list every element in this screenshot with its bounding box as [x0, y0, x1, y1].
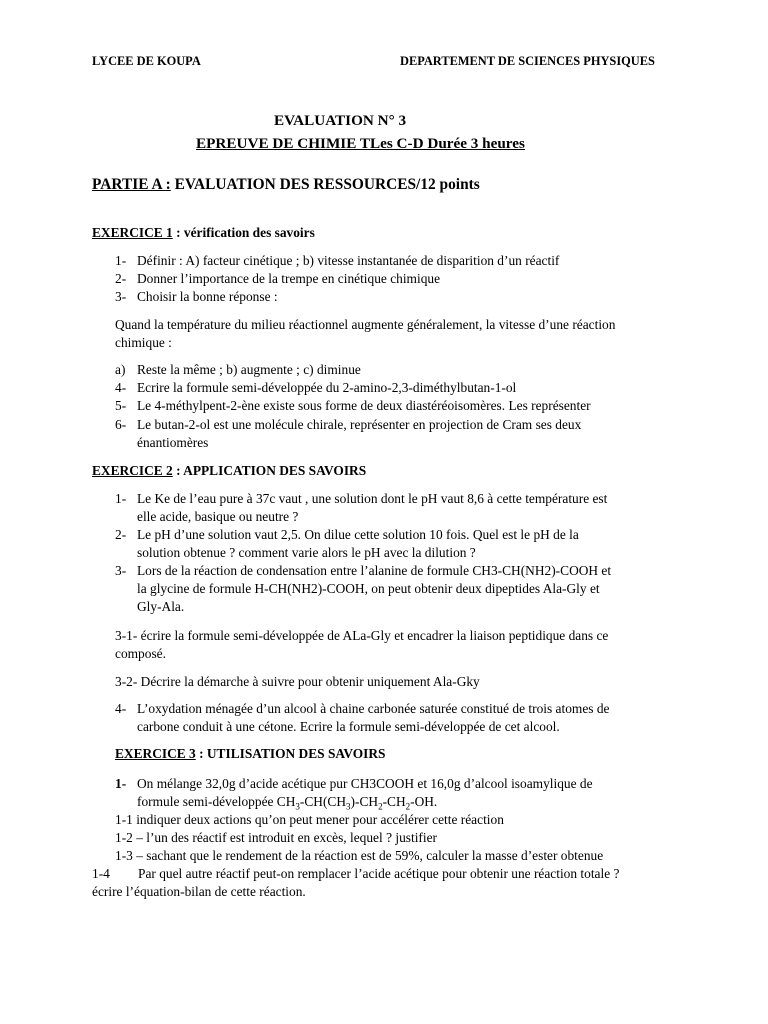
exercice-3-label: EXERCICE 3 — [115, 746, 196, 761]
list-text: Le pH d’une solution vaut 2,5. On dilue cette solution 10 fois. Quel est le pH de la — [137, 527, 579, 542]
list-number: 3- — [115, 563, 127, 578]
exercice-1-heading — [92, 224, 315, 242]
list-text: L’oxydation ménagée d’un alcool à chaine carbonée saturée constitué de trois atomes de — [137, 701, 610, 716]
subscript: 2 — [405, 801, 411, 812]
list-number: 5- — [115, 398, 127, 413]
list-item — [115, 416, 581, 434]
list-text: Le Ke de l’eau pure à 37c vaut , une solution dont le pH vaut 8,6 à cette température est — [137, 491, 608, 506]
list-number: 3- — [115, 289, 127, 304]
list-continuation: Gly-Ala. — [137, 599, 185, 614]
epreuve-title: EPREUVE DE CHIMIE TLes C-D Durée 3 heures — [196, 135, 525, 152]
formula-text: )-CH — [350, 794, 379, 809]
formula-text: -CH — [382, 794, 406, 809]
paragraph-line: chimique : — [115, 335, 172, 350]
exercice-2-label: EXERCICE 2 — [92, 463, 173, 478]
list-number: a) — [115, 362, 126, 377]
list-text: Donner l’importance de la trempe en cinétique chimique — [137, 271, 441, 286]
question-line: 1-1 indiquer deux actions qu’on peut mener pour accélérer cette réaction — [115, 812, 504, 827]
evaluation-title: EVALUATION N° 3 — [274, 112, 407, 129]
partie-label: PARTIE A — [92, 176, 166, 193]
exercice-3-title: : UTILISATION DES SAVOIRS — [195, 746, 386, 761]
school-name: LYCEE DE KOUPA — [92, 54, 201, 68]
list-item — [115, 288, 278, 306]
subscript: 3 — [295, 801, 300, 812]
list-item — [115, 361, 361, 379]
list-item — [115, 526, 579, 544]
list-number: 6- — [115, 417, 127, 432]
question-line: 1-3 – sachant que le rendement de la réaction est de 59%, calculer la masse d’ester obtenue — [115, 848, 604, 863]
list-number: 4- — [115, 380, 127, 395]
partie-heading — [92, 176, 480, 194]
list-continuation: elle acide, basique ou neutre ? — [137, 509, 299, 524]
list-item — [115, 775, 593, 793]
department-name: DEPARTEMENT DE SCIENCES PHYSIQUES — [400, 54, 655, 68]
list-item — [115, 562, 611, 580]
question-line — [92, 865, 619, 883]
list-number: 1- — [115, 491, 127, 506]
question-line: écrire l’équation-bilan de cette réaction. — [92, 884, 306, 899]
list-number: 2- — [115, 271, 127, 286]
list-number: 4- — [115, 701, 127, 716]
list-text: Définir : A) facteur cinétique ; b) vitesse instantanée de disparition d’un réactif — [137, 253, 560, 268]
list-number: 1- — [115, 776, 127, 791]
paragraph-line: 3-2- Décrire la démarche à suivre pour obtenir uniquement Ala-Gky — [115, 674, 480, 689]
question-text: Par quel autre réactif peut-on remplacer l’acide acétique pour obtenir une réaction totale ? — [138, 866, 620, 881]
list-text: Ecrire la formule semi-développée du 2-amino-2,3-diméthylbutan-1-ol — [137, 380, 517, 395]
list-item — [115, 397, 591, 415]
exercice-2-heading — [92, 462, 366, 480]
list-continuation: la glycine de formule H-CH(NH2)-COOH, on peut obtenir deux dipeptides Ala-Gly et — [137, 581, 600, 596]
partie-colon: : — [165, 176, 171, 193]
list-continuation: énantiomères — [137, 435, 209, 450]
paragraph-line: 3-1- écrire la formule semi-développée de ALa-Gly et encadrer la liaison peptidique dans ce — [115, 628, 609, 643]
list-item — [115, 270, 440, 288]
paragraph-line: Quand la température du milieu réactionnel augmente généralement, la vitesse d’une réaction — [115, 317, 616, 332]
list-item — [115, 252, 559, 270]
list-text: Le 4-méthylpent-2-ène existe sous forme de deux diastéréoisomères. Les représenter — [137, 398, 591, 413]
list-text: Lors de la réaction de condensation entre l’alanine de formule CH3-CH(NH2)-COOH et — [137, 563, 612, 578]
subscript: 2 — [378, 801, 383, 812]
paragraph-line: composé. — [115, 646, 166, 661]
question-number: 1-4 — [92, 866, 110, 881]
list-item — [115, 700, 609, 718]
exercice-1-title: : vérification des savoirs — [172, 225, 315, 240]
question-line: 1-2 – l’un des réactif est introduit en excès, lequel ? justifier — [115, 830, 438, 845]
list-number: 2- — [115, 527, 127, 542]
list-number: 1- — [115, 253, 127, 268]
exercice-1-label: EXERCICE 1 — [92, 225, 173, 240]
formula-text: -OH. — [410, 794, 438, 809]
formula-text: -CH(CH — [299, 794, 347, 809]
list-item — [115, 490, 607, 508]
list-text: Le butan-2-ol est une molécule chirale, représenter en projection de Cram ses deux — [137, 417, 582, 432]
exercice-2-title: : APPLICATION DES SAVOIRS — [172, 463, 367, 478]
list-text: Choisir la bonne réponse : — [137, 289, 278, 304]
subscript: 3 — [346, 801, 351, 812]
formula-text: formule semi-développée CH — [137, 794, 296, 809]
list-continuation: solution obtenue ? comment varie alors le pH avec la dilution ? — [137, 545, 476, 560]
exercice-3-heading — [115, 745, 385, 763]
list-item — [115, 379, 516, 397]
list-text: On mélange 32,0g d’acide acétique pur CH3COOH et 16,0g d’alcool isoamylique de — [137, 776, 593, 791]
list-text: Reste la même ; b) augmente ; c) diminue — [137, 362, 361, 377]
partie-rest: EVALUATION DES RESSOURCES/12 points — [170, 176, 480, 193]
list-continuation: carbone conduit à une cétone. Ecrire la formule semi-développée de cet alcool. — [137, 719, 560, 734]
